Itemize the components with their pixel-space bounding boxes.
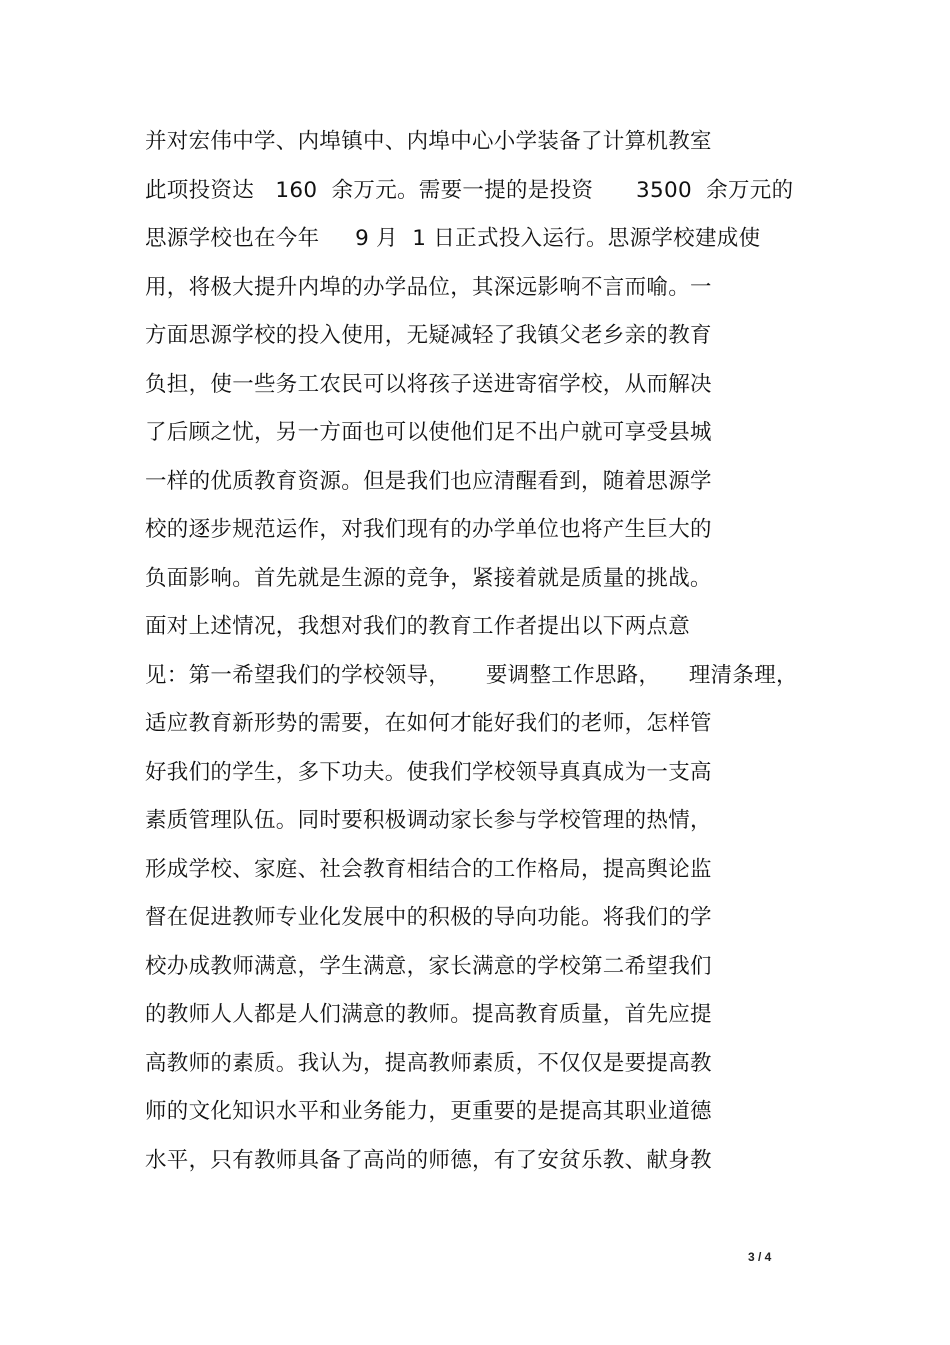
text-line: 思源学校也在今年 9 月 1 日正式投入运行。思源学校建成使 bbox=[145, 226, 761, 251]
text-line: 形成学校、家庭、社会教育相结合的工作格局，提高舆论监 bbox=[145, 856, 712, 882]
text-line: 面对上述情况，我想对我们的教育工作者提出以下两点意 bbox=[145, 614, 691, 639]
text-line: 用，将极大提升内埠的办学品位，其深远影响不言而喻。一 bbox=[145, 274, 712, 300]
text-line: 负面影响。首先就是生源的竞争，紧接着就是质量的挑战。 bbox=[145, 565, 712, 591]
text-line: 高教师的素质。我认为，提高教师素质，不仅仅是要提高教 bbox=[145, 1050, 712, 1076]
text-line: 校办成教师满意，学生满意，家长满意的学校第二希望我们 bbox=[145, 953, 712, 979]
text-line: 此项投资达 160 余万元。需要一提的是投资 3500 余万元的 bbox=[145, 177, 794, 203]
text-line: 了后顾之忧，另一方面也可以使他们足不出户就可享受县城 bbox=[145, 420, 712, 445]
text-line: 的教师人人都是人们满意的教师。提高教育质量，首先应提 bbox=[145, 1002, 712, 1027]
text-line: 督在促进教师专业化发展中的积极的导向功能。将我们的学 bbox=[145, 905, 712, 930]
text-line: 适应教育新形势的需要，在如何才能好我们的老师，怎样管 bbox=[145, 711, 712, 736]
text-line: 负担，使一些务工农民可以将孩子送进寄宿学校，从而解决 bbox=[145, 371, 712, 397]
text-line: 校的逐步规范运作，对我们现有的办学单位也将产生巨大的 bbox=[145, 517, 712, 542]
text-line: 方面思源学校的投入使用，无疑减轻了我镇父老乡亲的教育 bbox=[145, 323, 712, 348]
page-number: 3 / 4 bbox=[748, 1250, 772, 1264]
text-line: 水平，只有教师具备了高尚的师德，有了安贫乐教、献身教 bbox=[145, 1147, 712, 1173]
body-text bbox=[145, 122, 845, 1189]
text-line: 好我们的学生，多下功夫。使我们学校领导真真成为一支高 bbox=[145, 759, 712, 785]
text-line: 素质管理队伍。同时要积极调动家长参与学校管理的热情， bbox=[145, 808, 712, 833]
text-line: 并对宏伟中学、内埠镇中、内埠中心小学装备了计算机教室 bbox=[145, 129, 712, 154]
text-line: 一样的优质教育资源。但是我们也应清醒看到，随着思源学 bbox=[145, 468, 712, 494]
text-line: 师的文化知识水平和业务能力，更重要的是提高其职业道德 bbox=[145, 1099, 712, 1124]
text-line: 见：第一希望我们的学校领导， 要调整工作思路， 理清条理， bbox=[145, 662, 798, 688]
